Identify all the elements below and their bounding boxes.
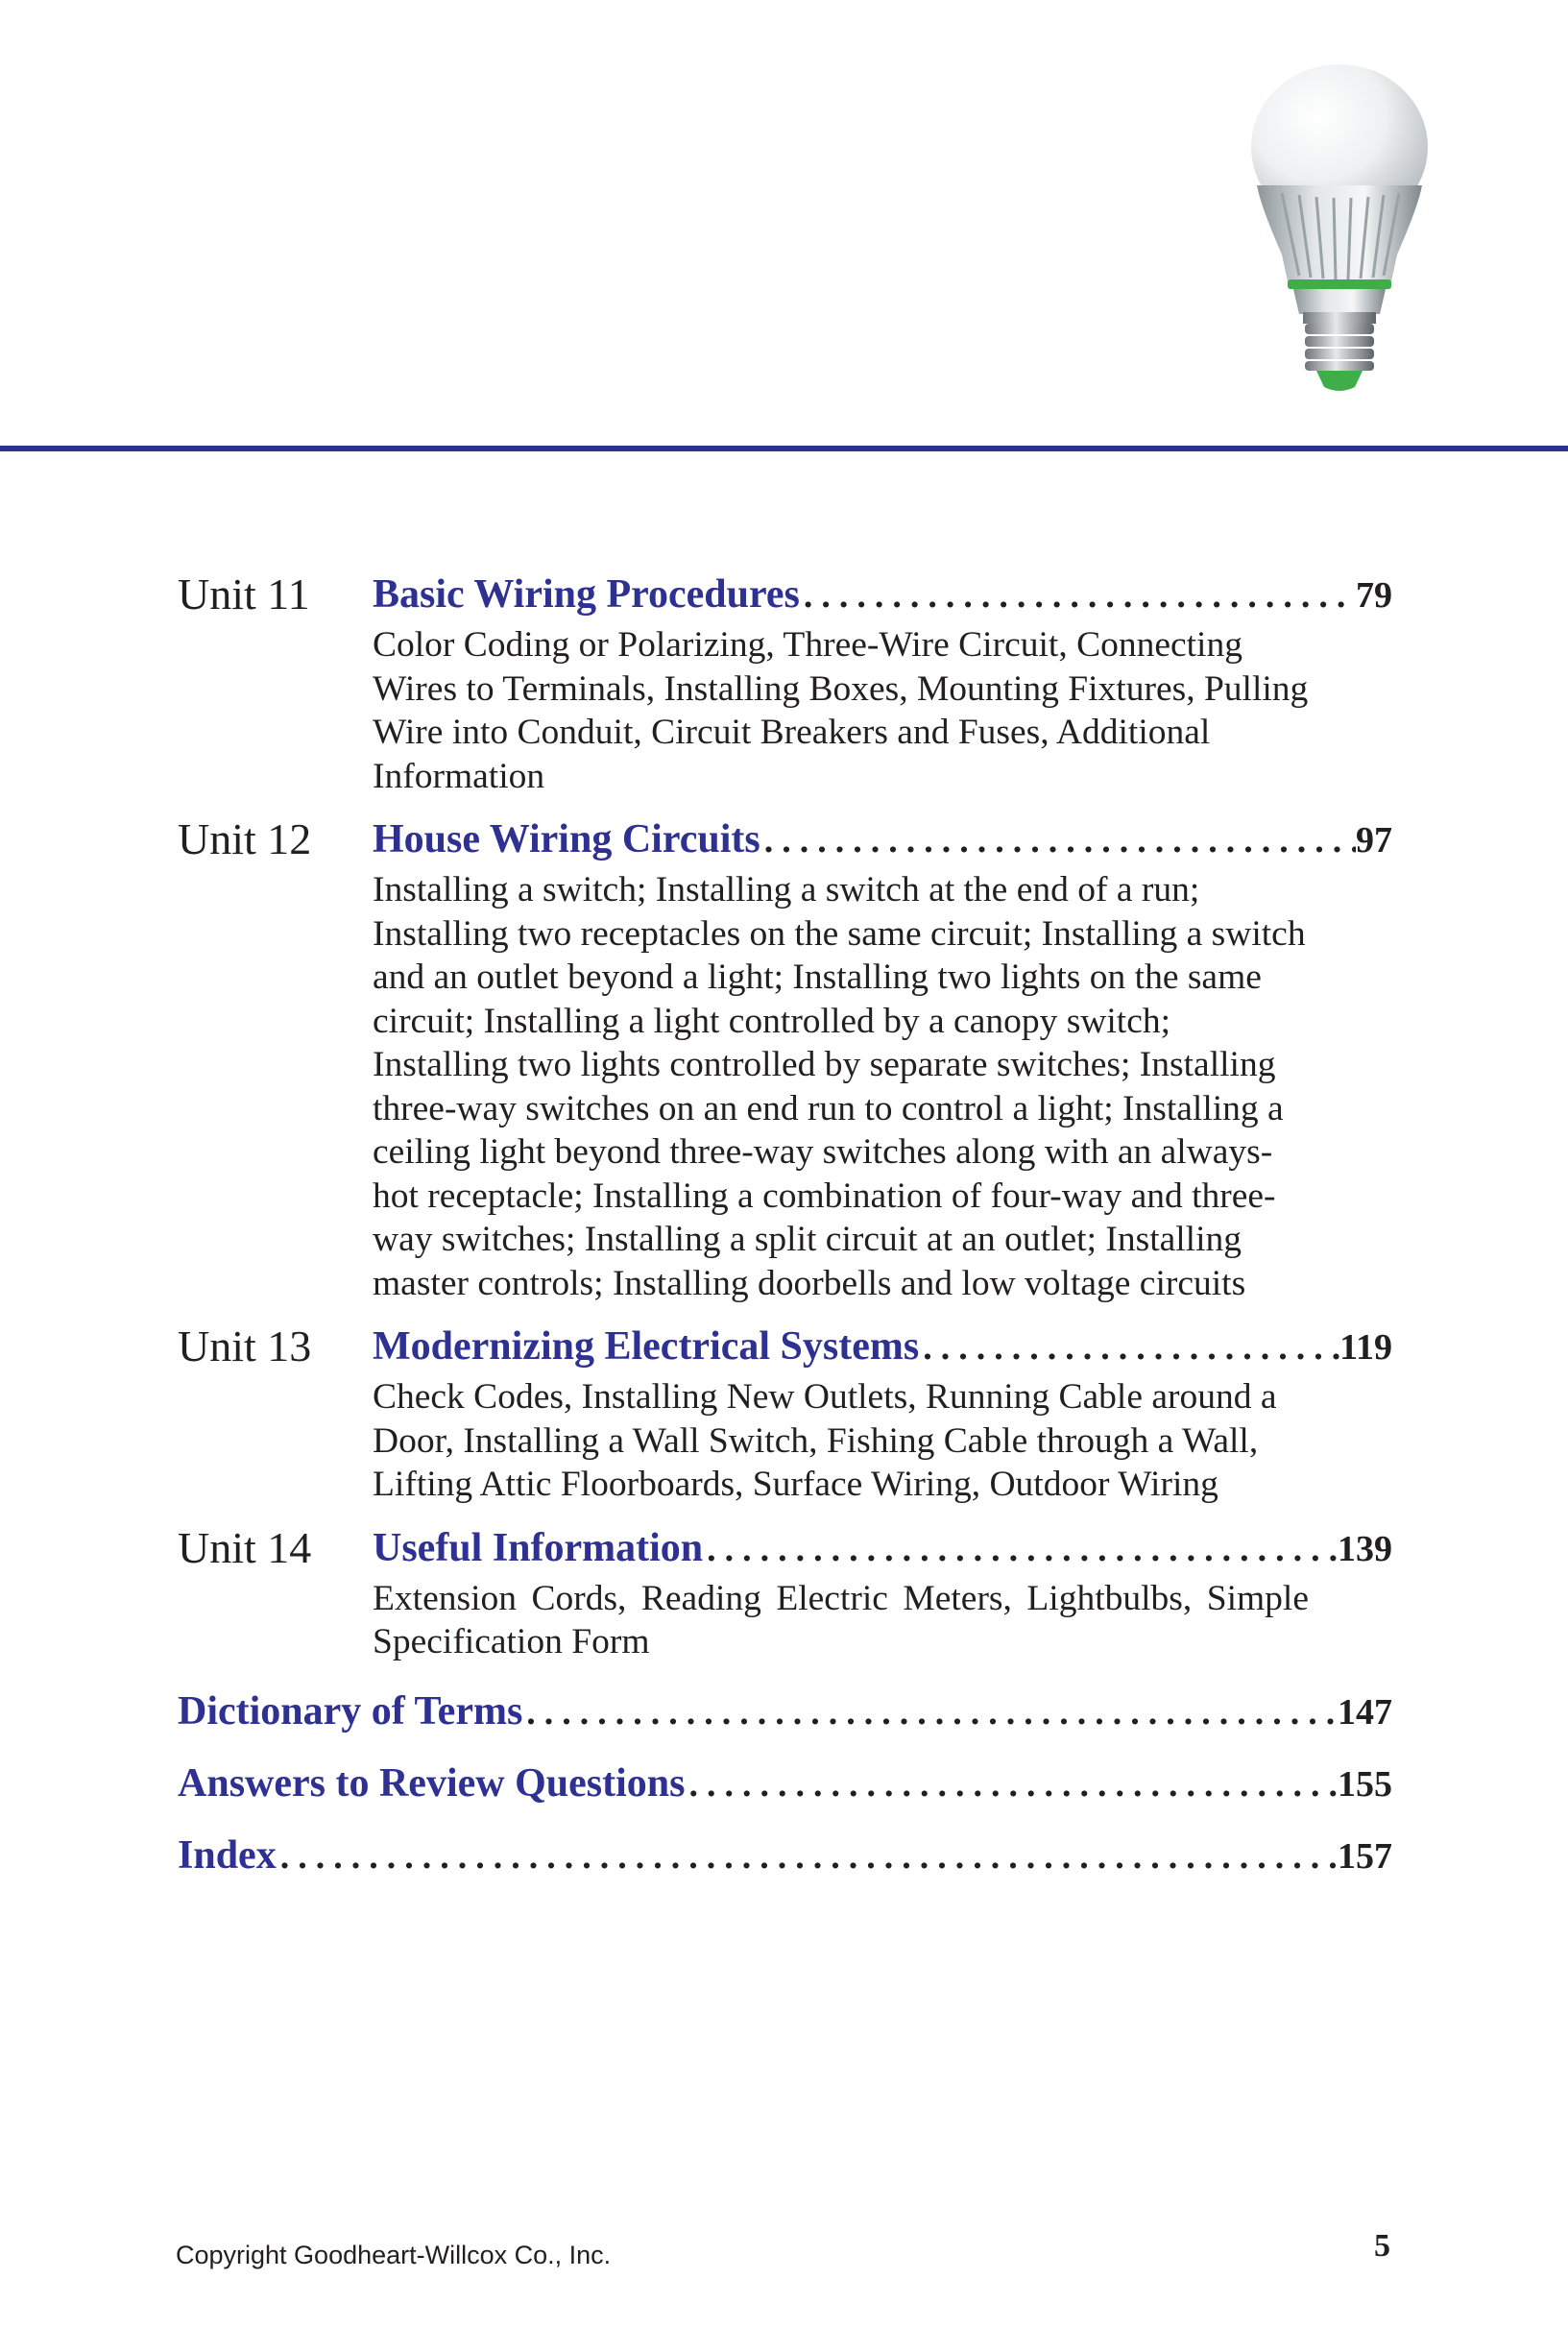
toc-entry[interactable] — [373, 1520, 1392, 1577]
toc-unit-13 — [178, 1319, 1392, 1507]
back-matter — [178, 1684, 1392, 1884]
dot-leader — [800, 568, 1356, 623]
dot-leader — [685, 1757, 1338, 1812]
copyright-notice: Copyright Goodheart-Willcox Co., Inc. — [176, 2241, 612, 2269]
entry-title[interactable]: Basic Wiring Procedures — [373, 572, 800, 617]
entry-title[interactable]: House Wiring Circuits — [373, 817, 760, 861]
folio-page-number: 5 — [1374, 2228, 1390, 2264]
entry-title[interactable]: Index — [178, 1832, 277, 1878]
dot-leader — [919, 1320, 1339, 1375]
unit-description: Extension Cords, Reading Electric Meters, Lightbulbs, Simple Specification Form — [373, 1578, 1309, 1661]
unit-label: Unit 14 — [178, 1522, 312, 1572]
dot-leader — [522, 1685, 1338, 1740]
toc-entry[interactable] — [373, 1319, 1392, 1375]
dot-leader — [277, 1829, 1338, 1884]
entry-title[interactable]: Answers to Review Questions — [178, 1760, 686, 1806]
table-of-contents — [178, 567, 1392, 1900]
toc-entry-dictionary[interactable] — [178, 1684, 1392, 1740]
unit-description: Color Coding or Polarizing, Three-Wire Circuit, Connecting Wires to Terminals, Installing Boxes, Mounting Fixtures, Pulling Wire into Conduit, Circuit Breakers and Fuses, Additional Information — [373, 625, 1309, 796]
page-number: 97 — [1356, 820, 1392, 861]
toc-unit-12 — [178, 812, 1392, 1305]
toc-unit-11 — [178, 567, 1392, 798]
toc-entry-index[interactable] — [178, 1828, 1392, 1884]
unit-label: Unit 12 — [178, 814, 312, 863]
entry-title[interactable]: Modernizing Electrical Systems — [373, 1324, 920, 1369]
entry-title[interactable]: Dictionary of Terms — [178, 1688, 523, 1734]
unit-label: Unit 13 — [178, 1321, 312, 1370]
page-number: 147 — [1338, 1691, 1392, 1733]
page-number: 79 — [1356, 575, 1392, 616]
unit-description: Check Codes, Installing New Outlets, Running Cable around a Door, Installing a Wall Switch, Fishing Cable through a Wall, Lifting Attic Floorboards, Surface Wiring, Outdoor Wiring — [373, 1377, 1277, 1504]
dot-leader — [760, 812, 1356, 868]
lightbulb-icon — [1243, 62, 1435, 408]
dot-leader — [703, 1521, 1338, 1577]
toc-entry-answers[interactable] — [178, 1756, 1392, 1812]
header-rule — [0, 446, 1568, 451]
unit-label: Unit 11 — [178, 570, 310, 618]
toc-entry[interactable] — [373, 567, 1392, 623]
toc-entry[interactable] — [373, 812, 1392, 868]
unit-description: Installing a switch; Installing a switch at the end of a run; Installing two receptacles on the same circuit; Installing a switch and an outlet beyond a light; Installing two lights on the same circuit; Installing a light controlled by a canopy switch; Installing two lights controlled by separate switches; Installing three-way switches on an end run to control a light; Installing a ceiling light beyond three-way switches along with an always-hot receptacle; Installing a combination of four-way and three-way switches; Installing a split circuit at an outlet; Installing master controls; Installing doorbells and low voltage circuits — [373, 870, 1306, 1303]
entry-title[interactable]: Useful Information — [373, 1525, 704, 1570]
page-number: 157 — [1338, 1835, 1392, 1877]
page-number: 119 — [1339, 1327, 1392, 1368]
toc-unit-14 — [178, 1520, 1392, 1664]
page-number: 139 — [1338, 1528, 1392, 1569]
page-number: 155 — [1338, 1763, 1392, 1805]
